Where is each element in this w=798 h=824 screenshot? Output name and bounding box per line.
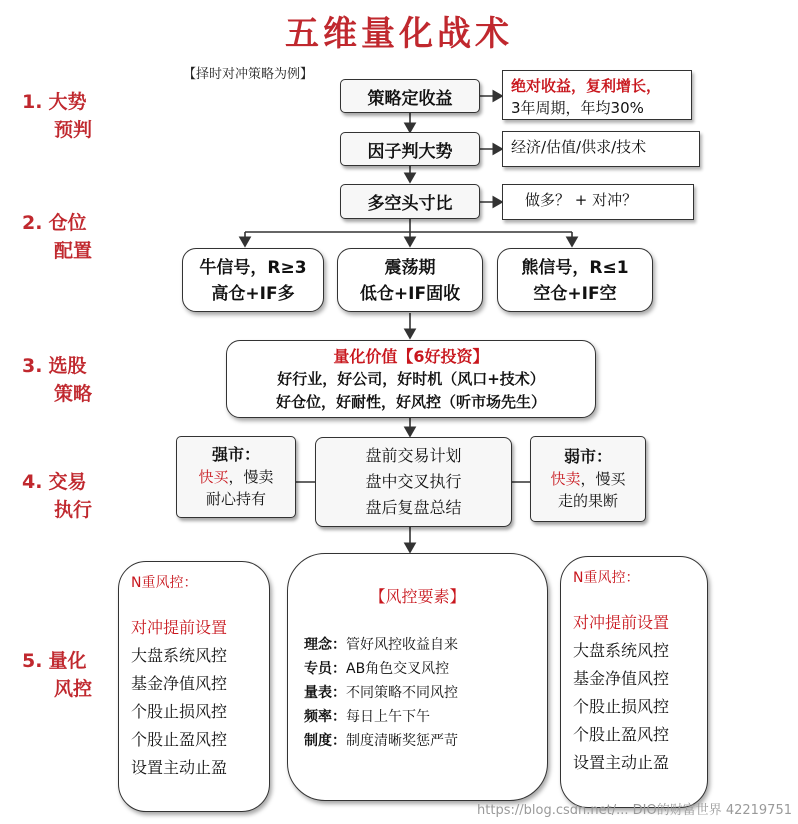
bear-signal-box: 熊信号，R≤1 空仓+IF空 [497,248,653,312]
watermark: https://blog.csdn.net/... DIO的财富世界 42219751 [477,803,792,818]
stage-label-2: 2. 仓位 配置 [22,212,93,262]
risk-left-panel [118,561,270,812]
factors-note: 经济/估值/供求/技术 [502,131,700,167]
position-note: 做多？ + 对冲？ [502,184,694,220]
risk-center-heading: 【风控要素】 [369,587,466,606]
stage-label-1: 1. 大势 预判 [22,91,93,141]
list-item: 量表：不同策略不同风控 [304,685,458,701]
bull-signal-box: 牛信号，R≥3 高仓+IF多 [182,248,324,312]
stage-label-3: 3. 选股 策略 [22,355,93,405]
factor-trend-box: 因子判大势 [340,132,480,166]
long-short-box: 多空头寸比 [340,184,480,219]
list-item: 大盘系统风控 [573,641,670,660]
list-item: 设置主动止盈 [131,758,228,777]
subtitle: 【择时对冲策略为例】 [183,67,314,82]
strategy-return-box: 策略定收益 [340,79,480,113]
list-item: 对冲提前设置 [131,618,228,637]
list-item: 基金净值风控 [131,674,228,693]
list-item: 个股止盈风控 [573,725,670,744]
weak-market-box: 弱市： 快卖，慢买 走的果断 [530,436,646,522]
range-signal-box: 震荡期 低仓+IF固收 [337,248,483,312]
list-item: 对冲提前设置 [573,613,670,632]
list-item: 专员：AB角色交叉风控 [304,661,450,677]
list-item: 基金净值风控 [573,669,670,688]
trading-plan-box: 盘前交易计划 盘中交叉执行 盘后复盘总结 [315,437,512,527]
list-item: 制度：制度清晰奖惩严苛 [304,733,458,749]
risk-center-panel [287,553,548,801]
stock-selection-box: 量化价值【6好投资】 好行业，好公司，好时机（风口+技术） 好仓位，好耐性，好风控（听市场先生） [226,340,596,418]
list-item: 个股止损风控 [131,702,228,721]
page-title: 五维量化战术 [285,14,513,54]
stage-label-5: 5. 量化 风控 [22,650,93,700]
risk-right-panel [560,556,708,808]
list-item: 频率：每日上午下午 [304,709,430,725]
list-item: 理念：管好风控收益自来 [304,637,458,653]
list-item: 大盘系统风控 [131,646,228,665]
return-note: 绝对收益，复利增长， 3年周期，年均30% [502,70,692,120]
strong-market-box: 强市： 快买，慢卖 耐心持有 [176,436,296,518]
stage-label-4: 4. 交易 执行 [22,471,93,521]
list-item: 个股止盈风控 [131,730,228,749]
list-item: 设置主动止盈 [573,753,670,772]
risk-left-title: N重风控： [131,575,198,591]
risk-right-title: N重风控： [573,570,640,586]
list-item: 个股止损风控 [573,697,670,716]
